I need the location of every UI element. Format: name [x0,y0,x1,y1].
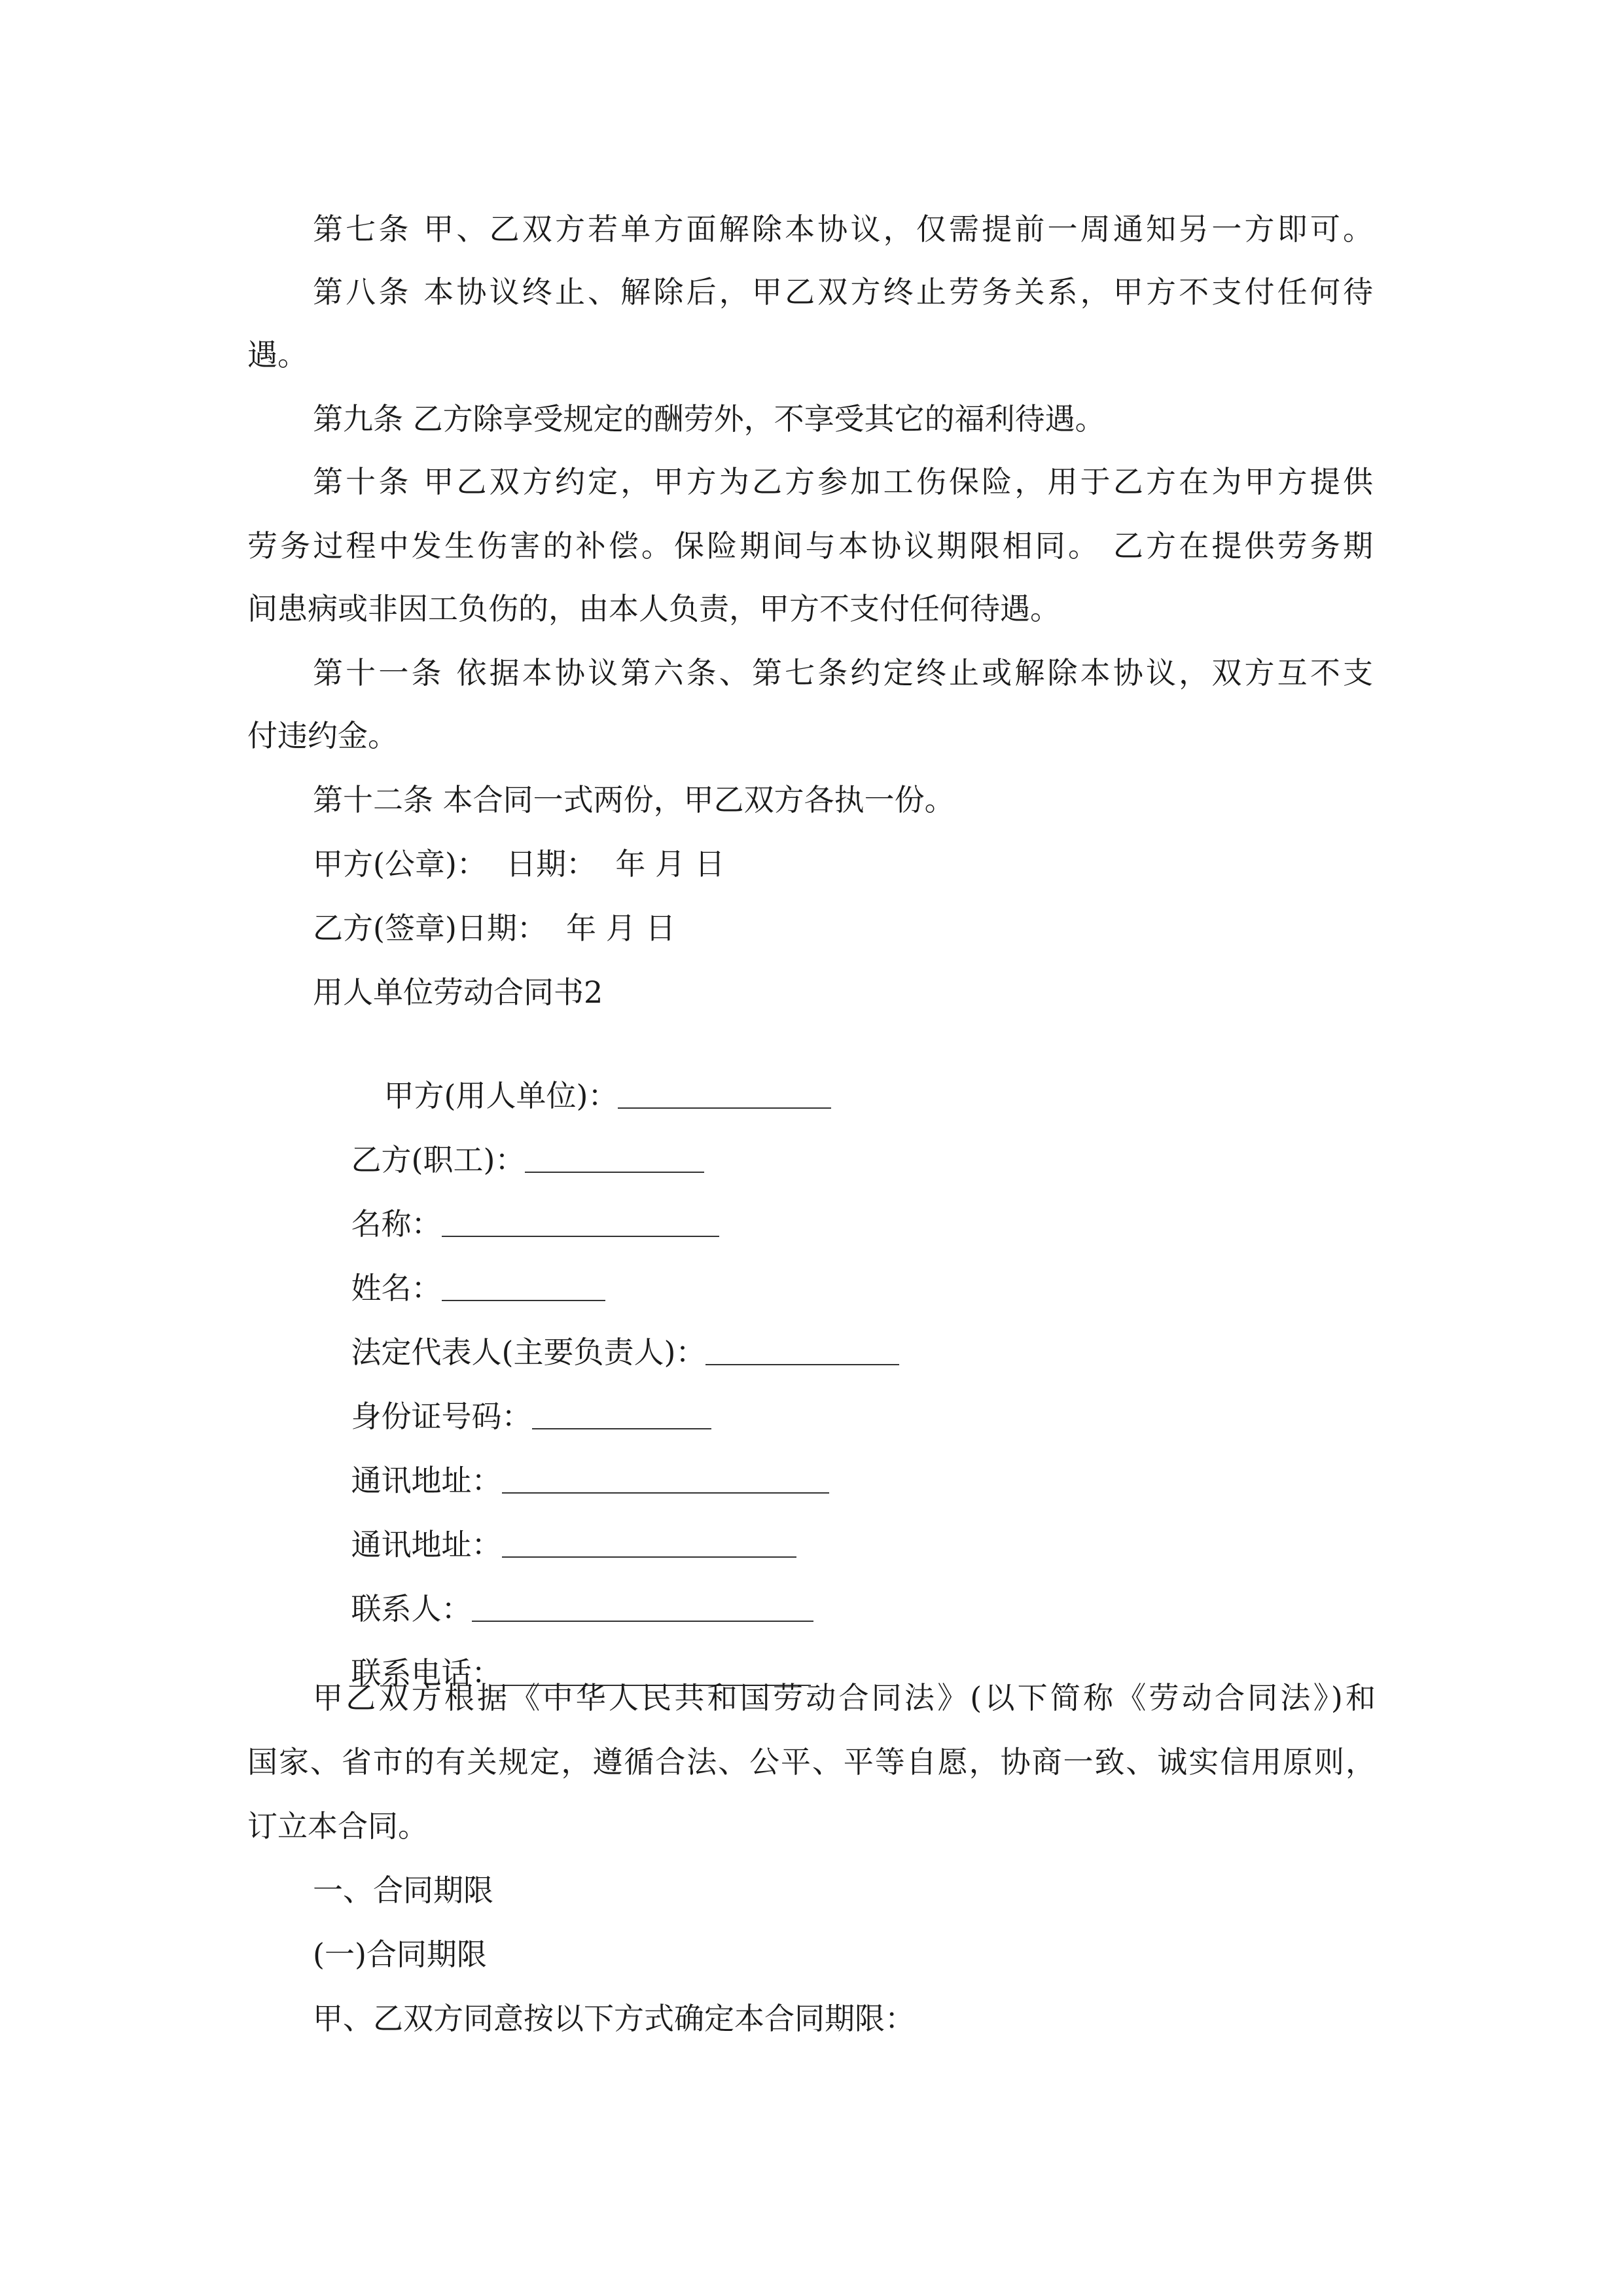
field-legal-rep-label: 法定代表人(主要负责人)： [351,1335,706,1370]
preamble-line-1: 甲乙双方根据《中华人民共和国劳动合同法》(以下简称《劳动合同法》)和 [313,1680,1376,1715]
preamble-line-2: 国家、省市的有关规定，遵循合法、公平、平等自愿，协商一致、诚实信用原则， [247,1744,1376,1780]
field-id-number-label: 身份证号码： [351,1399,532,1434]
clause-11-line-2: 付违约金。 [247,718,398,753]
subsection-1-heading: (一)合同期限 [313,1937,487,1972]
section-1-heading: 一、合同期限 [313,1873,493,1908]
field-address-a-label: 通讯地址： [351,1463,502,1498]
field-phone-label: 联系电话： [351,1655,502,1691]
field-employee-label: 乙方(职工)： [351,1142,526,1177]
clause-8-line-2: 遇。 [247,337,308,372]
field-name-org-label: 名称： [351,1206,442,1242]
clause-9: 第九条 乙方除享受规定的酬劳外，不享受其它的福利待遇。 [313,401,1105,437]
field-contact-person-label: 联系人： [351,1591,472,1626]
party-b-signature-line: 乙方(签章)日期： 年 月 日 [313,910,676,946]
party-a-signature-line: 甲方(公章)： 日期： 年 月 日 [313,846,725,882]
field-address-b-label: 通讯地址： [351,1527,502,1562]
clause-11-line-1: 第十一条 依据本协议第六条、第七条约定终止或解除本协议，双方互不支 [313,655,1373,691]
clause-8-line-1: 第八条 本协议终止、解除后，甲乙双方终止劳务关系，甲方不支付任何待 [313,274,1373,310]
clause-10-line-2: 劳务过程中发生伤害的补偿。保险期间与本协议期限相同。 乙方在提供劳务期 [247,528,1373,564]
clause-12: 第十二条 本合同一式两份，甲乙双方各执一份。 [313,782,955,817]
preamble-line-3: 订立本合同。 [247,1808,428,1844]
term-intro: 甲、乙双方同意按以下方式确定本合同期限： [313,2001,915,2036]
field-name-person-label: 姓名： [351,1270,442,1306]
clause-10-line-3: 间患病或非因工负伤的，由本人负责，甲方不支付任何待遇。 [247,591,1060,626]
contract-2-title: 用人单位劳动合同书2 [313,975,603,1010]
field-employer-label: 甲方(用人单位)： [383,1078,618,1113]
clause-10-line-1: 第十条 甲乙双方约定，甲方为乙方参加工伤保险，用于乙方在为甲方提供 [313,464,1373,499]
clause-7: 第七条 甲、乙双方若单方面解除本协议，仅需提前一周通知另一方即可。 [313,211,1373,247]
